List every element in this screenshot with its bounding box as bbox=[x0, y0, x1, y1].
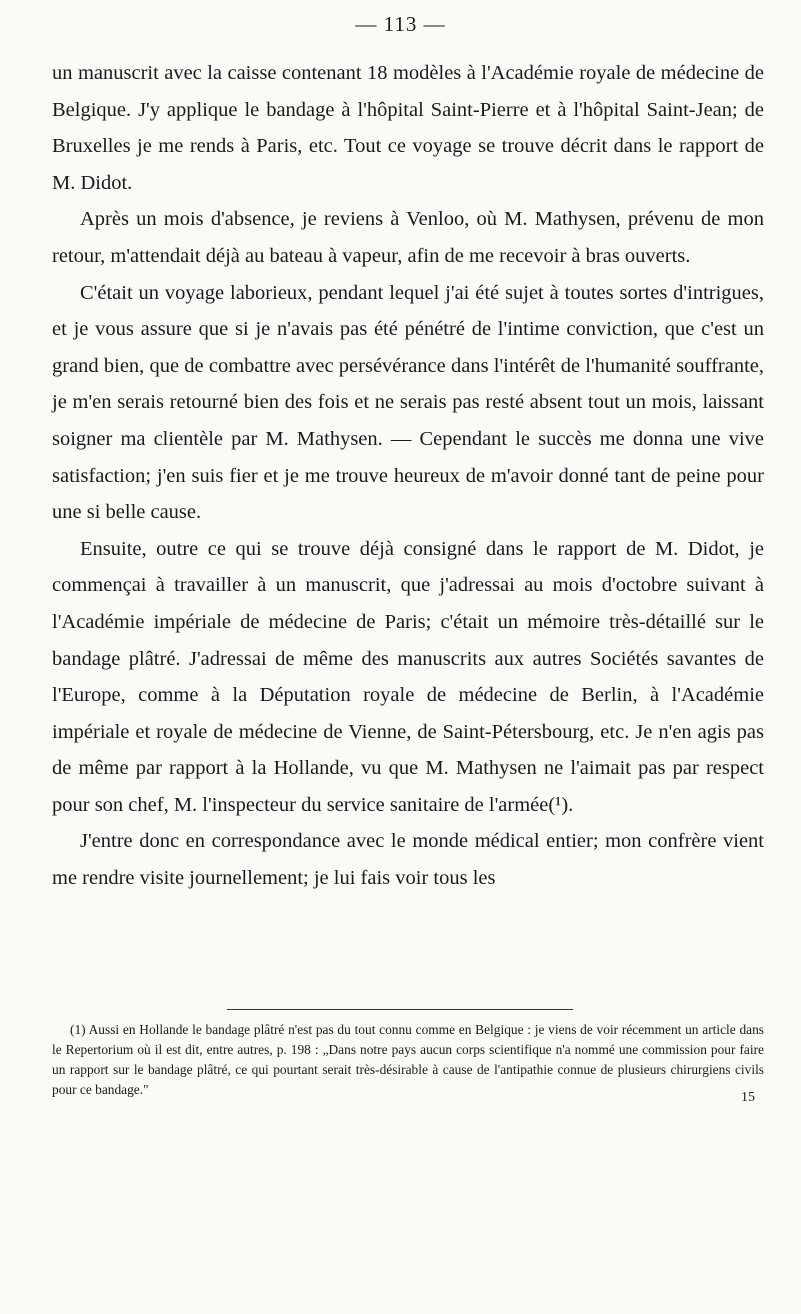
paragraph-3: C'était un voyage laborieux, pendant lequel j'ai été sujet à toutes sortes d'intrigues, et je vous assure que si je n'avais pas été pénétré de l'intime conviction, que c'est un grand bien, que de combattre avec persévérance dans l'intérêt de l'humanité souffrante, je m'en serais retourné bien des fois et ne serais pas resté absent tout un mois, laissant soigner ma clientèle par M. Mathysen. — Cependant le succès me donna une vive satisfaction; j'en suis fier et je me trouve heureux de m'avoir donné tant de peine pour une si belle cause. bbox=[52, 281, 764, 524]
page-number-header: — 113 — bbox=[355, 12, 446, 36]
footnote-separator bbox=[227, 1009, 573, 1010]
footnote-text: (1) Aussi en Hollande le bandage plâtré n'est pas du tout connu comme en Belgique : je viens de voir récemment un article dans le Repertorium où il est dit, entre autres, p. 198 : „Dans notre pays aucun corps scientifique n'a nommé une commission pour faire un rapport sur le bandage plâtré, ce qui pourtant serait très-désirable à cause de l'antipathie connue de plusieurs chirurgiens civils pour ce bandage." bbox=[52, 1022, 764, 1097]
main-text bbox=[52, 55, 764, 897]
paragraph-2: Après un mois d'absence, je reviens à Venloo, où M. Mathysen, prévenu de mon retour, m'attendait déjà au bateau à vapeur, afin de me recevoir à bras ouverts. bbox=[52, 208, 764, 267]
paragraph-4: Ensuite, outre ce qui se trouve déjà consigné dans le rapport de M. Didot, je commençai à travailler à un manuscrit, que j'adressai au mois d'octobre suivant à l'Académie impériale de médecine de Paris; c'était un mémoire très-détaillé sur le bandage plâtré. J'adressai de même des manuscrits aux autres Sociétés savantes de l'Europe, comme à la Députation royale de médecine de Berlin, à l'Académie impériale et royale de médecine de Vienne, de Saint-Pétersbourg, etc. Je n'en agis pas de même par rapport à la Hollande, vu que M. Mathysen ne l'aimait pas par respect pour son chef, M. l'inspecteur du service sanitaire de l'armée(¹). bbox=[52, 537, 764, 816]
paragraph-5: J'entre donc en correspondance avec le monde médical entier; mon confrère vient me rendre visite journellement; je lui fais voir tous les bbox=[52, 830, 764, 890]
paragraph-1: un manuscrit avec la caisse contenant 18 modèles à l'Académie royale de médecine de Belgique. J'y applique le bandage à l'hôpital Saint-Pierre et à l'hôpital Saint-Jean; de Bruxelles je me rends à Paris, etc. Tout ce voyage se trouve décrit dans le rapport de M. Didot. bbox=[52, 62, 764, 194]
signature-mark: 15 bbox=[741, 1090, 755, 1105]
footnote bbox=[52, 1020, 764, 1100]
